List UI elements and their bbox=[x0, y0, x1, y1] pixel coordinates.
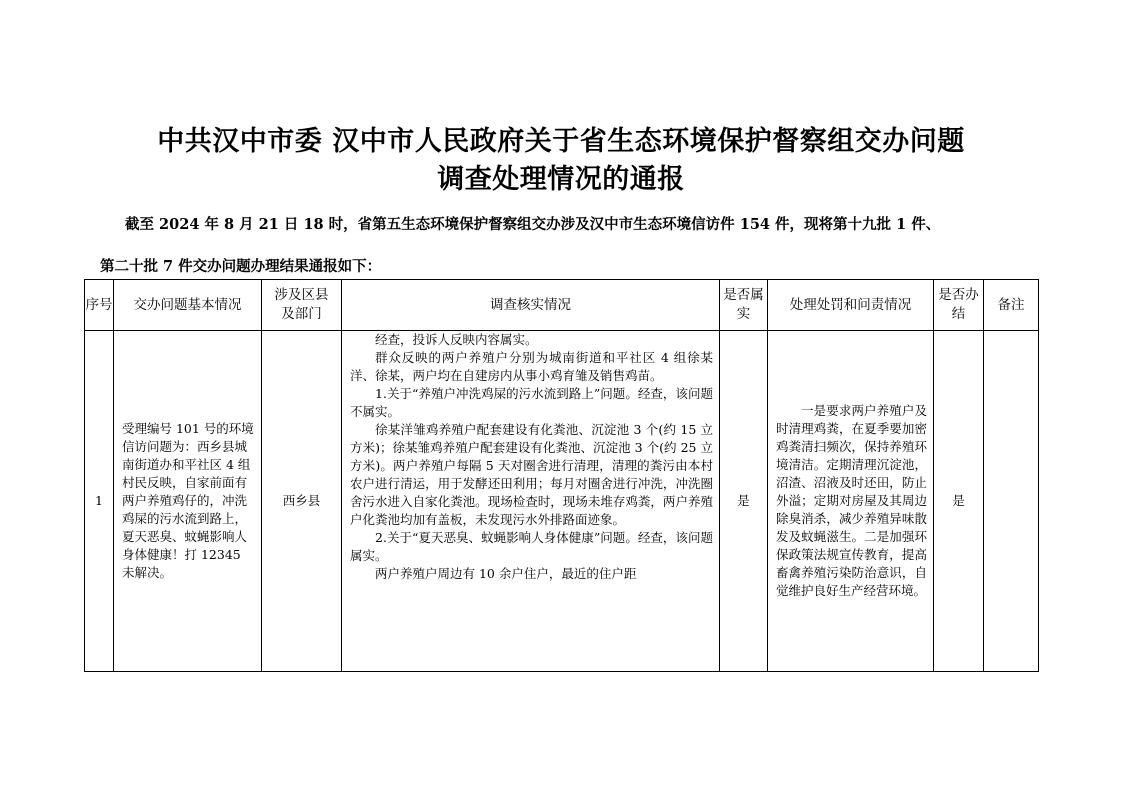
document-title-line-2: 调查处理情况的通报 bbox=[437, 164, 685, 195]
investigation-paragraph: 经查，投诉人反映内容属实。 bbox=[375, 332, 538, 347]
cell-handling bbox=[768, 331, 934, 672]
header-region: 涉及区县及部门 bbox=[262, 280, 342, 331]
header-basic-info: 交办问题基本情况 bbox=[114, 280, 262, 331]
investigation-paragraph: 群众反映的两户养殖户分别为城南街道和平社区 4 组徐某洋、徐某，两户均在自建房内从事小鸡育雏及销售鸡苗。 bbox=[350, 350, 713, 383]
header-investigation: 调查核实情况 bbox=[342, 280, 720, 331]
cell-basic-info: 受理编号 101 号的环境信访问题为：西乡县城南街道办和平社区 4 组村民反映，自家前面有两户养殖鸡仔的，冲洗鸡屎的污水流到路上，夏天恶臭、蚊蝇影响人身体健康！打 12345 未解决。 bbox=[114, 331, 262, 672]
header-seq: 序号 bbox=[85, 280, 114, 331]
header-closed: 是否办结 bbox=[934, 280, 984, 331]
table-header-row bbox=[85, 280, 1039, 331]
report-table bbox=[84, 279, 1039, 672]
cell-region: 西乡县 bbox=[262, 331, 342, 672]
handling-paragraph: 一是要求两户养殖户及时清理鸡粪，在夏季要加密鸡粪清扫频次，保持养殖环境清洁。定期清理沉淀池，沼渣、沼液及时还田，防止外溢；定期对房屋及其周边除臭消杀，减少养殖异味散发及蚊蝇滋生。二是加强环保政策法规宣传教育，提高畜禽养殖污染防治意识，自觉维护良好生产经营环境。 bbox=[776, 403, 927, 598]
investigation-paragraph: 1.关于“养殖户冲洗鸡屎的污水流到路上”问题。经查，该问题不属实。 bbox=[350, 386, 713, 419]
intro-paragraph-line-2: 第二十批 7 件交办问题办理结果通报如下： bbox=[100, 258, 382, 275]
investigation-paragraph: 两户养殖户周边有 10 余户住户，最近的住户距 bbox=[375, 566, 637, 581]
cell-closed: 是 bbox=[934, 331, 984, 672]
header-confirmed: 是否属实 bbox=[720, 280, 768, 331]
header-remarks: 备注 bbox=[984, 280, 1039, 331]
investigation-paragraph: 徐某洋雏鸡养殖户配套建设有化粪池、沉淀池 3 个(约 15 立方米)；徐某雏鸡养殖户配套建设有化粪池、沉淀池 3 个(约 25 立方米)。两户养殖户每隔 5 天对圈舍进行清理，清理的粪污由本村农户进行清运，用于发酵还田利用；每月对圈舍进行冲洗，冲洗圈舍污水进入自家化粪池。现场检查时，现场未堆存鸡粪，两户养殖户化粪池均加有盖板，未发现污水外排路面迹象。 bbox=[350, 422, 713, 527]
cell-remarks bbox=[984, 331, 1039, 672]
cell-investigation bbox=[342, 331, 720, 672]
table-row bbox=[85, 331, 1039, 672]
cell-confirmed: 是 bbox=[720, 331, 768, 672]
document-title-line-1: 中共汉中市委 汉中市人民政府关于省生态环境保护督察组交办问题 bbox=[157, 126, 965, 157]
investigation-paragraph: 2.关于“夏天恶臭、蚊蝇影响人身体健康”问题。经查，该问题属实。 bbox=[350, 530, 713, 563]
cell-seq: 1 bbox=[85, 331, 114, 672]
header-handling: 处理处罚和问责情况 bbox=[768, 280, 934, 331]
intro-paragraph-line-1: 截至 2024 年 8 月 21 日 18 时，省第五生态环境保护督察组交办涉及汉中市生态环境信访件 154 件，现将第十九批 1 件、 bbox=[125, 216, 941, 233]
